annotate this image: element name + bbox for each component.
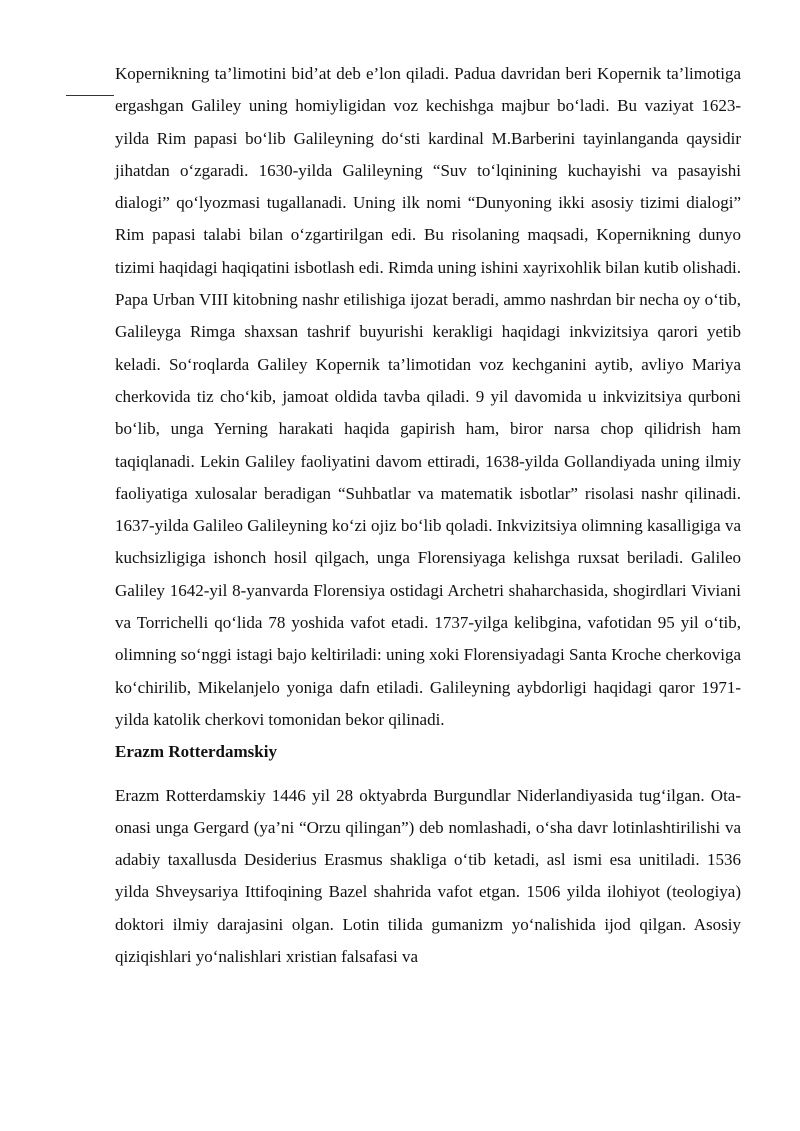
section-heading: Erazm Rotterdamskiy: [115, 742, 277, 762]
body-paragraph-galileo: Kopernikning ta’limotini bid’at deb e’lon qiladi. Padua davridan beri Kopernik ta’limotiga ergashgan Galiley uning homiyligidan voz kechishga majbur bo‘ladi. Bu vaziyat 1623-yilda Rim papasi bo‘lib Galileyning do‘sti kardinal M.Barberini tayinlanganda qaysidir jihatdan o‘zgaradi. 1630-yilda Galileyning “Suv to‘lqinining kuchayishi va pasayishi dialogi” qo‘lyozmasi tugallanadi. Uning ilk nomi “Dunyoning ikki asosiy tizimi dialogi” Rim papasi talabi bilan o‘zgartirilgan edi. Bu risolaning maqsadi, Kopernikning dunyo tizimi haqidagi haqiqatini isbotlash edi. Rimda uning ishini xayrixohlik bilan kutib olishadi. Papa Urban VIII kitobning nashr etilishiga ijozat beradi, ammo nashrdan bir necha oy o‘tib, Galileyga Rimga shaxsan tashrif buyurishi kerakligi haqidagi inkvizitsiya qarori yetib keladi. So‘roqlarda Galiley Kopernik ta’limotidan voz kechganini aytib, avliyo Mariya cherkovida tiz cho‘kib, jamoat oldida tavba qiladi. 9 yil davomida u inkvizitsiya qurboni bo‘lib, unga Yerning harakati haqida gapirish ham, biror narsa chop qilidrish ham taqiqlanadi. Lekin Galiley faoliyatini davom ettiradi, 1638-yilda Gollandiyada uning ilmiy faoliyatiga xulosalar beradigan “Suhbatlar va matematik isbotlar” risolasi nashr qilinadi. 1637-yilda Galileo Galileyning ko‘zi ojiz bo‘lib qoladi. Inkvizitsiya olimning kasalligiga va kuchsizligiga ishonch hosil qilgach, unga Florensiyaga kelishga ruxsat beriladi. Galileo Galiley 1642-yil 8-yanvarda Florensiya ostidagi Archetri shaharchasida, shogirdlari Viviani va Torrichelli qo‘lida 78 yoshida vafot etadi. 1737-yilga kelibgina, vafotidan 95 yil o‘tib, olimning so‘nggi istagi bajo keltiriladi: uning xoki Florensiyadagi Santa Kroche cherkoviga ko‘chirilib, Mikelanjelo yoniga dafn etiladi. Galileyning aybdorligi haqidagi qaror 1971-yilda katolik cherkovi tomonidan bekor qilinadi.: [115, 64, 741, 729]
page-content: [115, 58, 741, 973]
margin-rule: [66, 95, 114, 96]
body-paragraph-erasmus: Erazm Rotterdamskiy 1446 yil 28 oktyabrda Burgundlar Niderlandiyasida tug‘ilgan. Ota-onasi unga Gergard (ya’ni “Orzu qilingan”) deb nomlashadi, o‘sha davr lotinlashtirilishi va adabiy taxallusda Desiderius Erasmus shakliga o‘tib ketadi, asl ismi esa unitiladi. 1536 yilda Shveysariya Ittifoqining Bazel shahrida vafot etgan. 1506 yilda ilohiyot (teologiya) doktori ilmiy darajasini olgan. Lotin tilida gumanizm yo‘nalishida ijod qilgan. Asosiy qiziqishlari yo‘nalishlari xristian falsafasi va: [115, 785, 741, 967]
